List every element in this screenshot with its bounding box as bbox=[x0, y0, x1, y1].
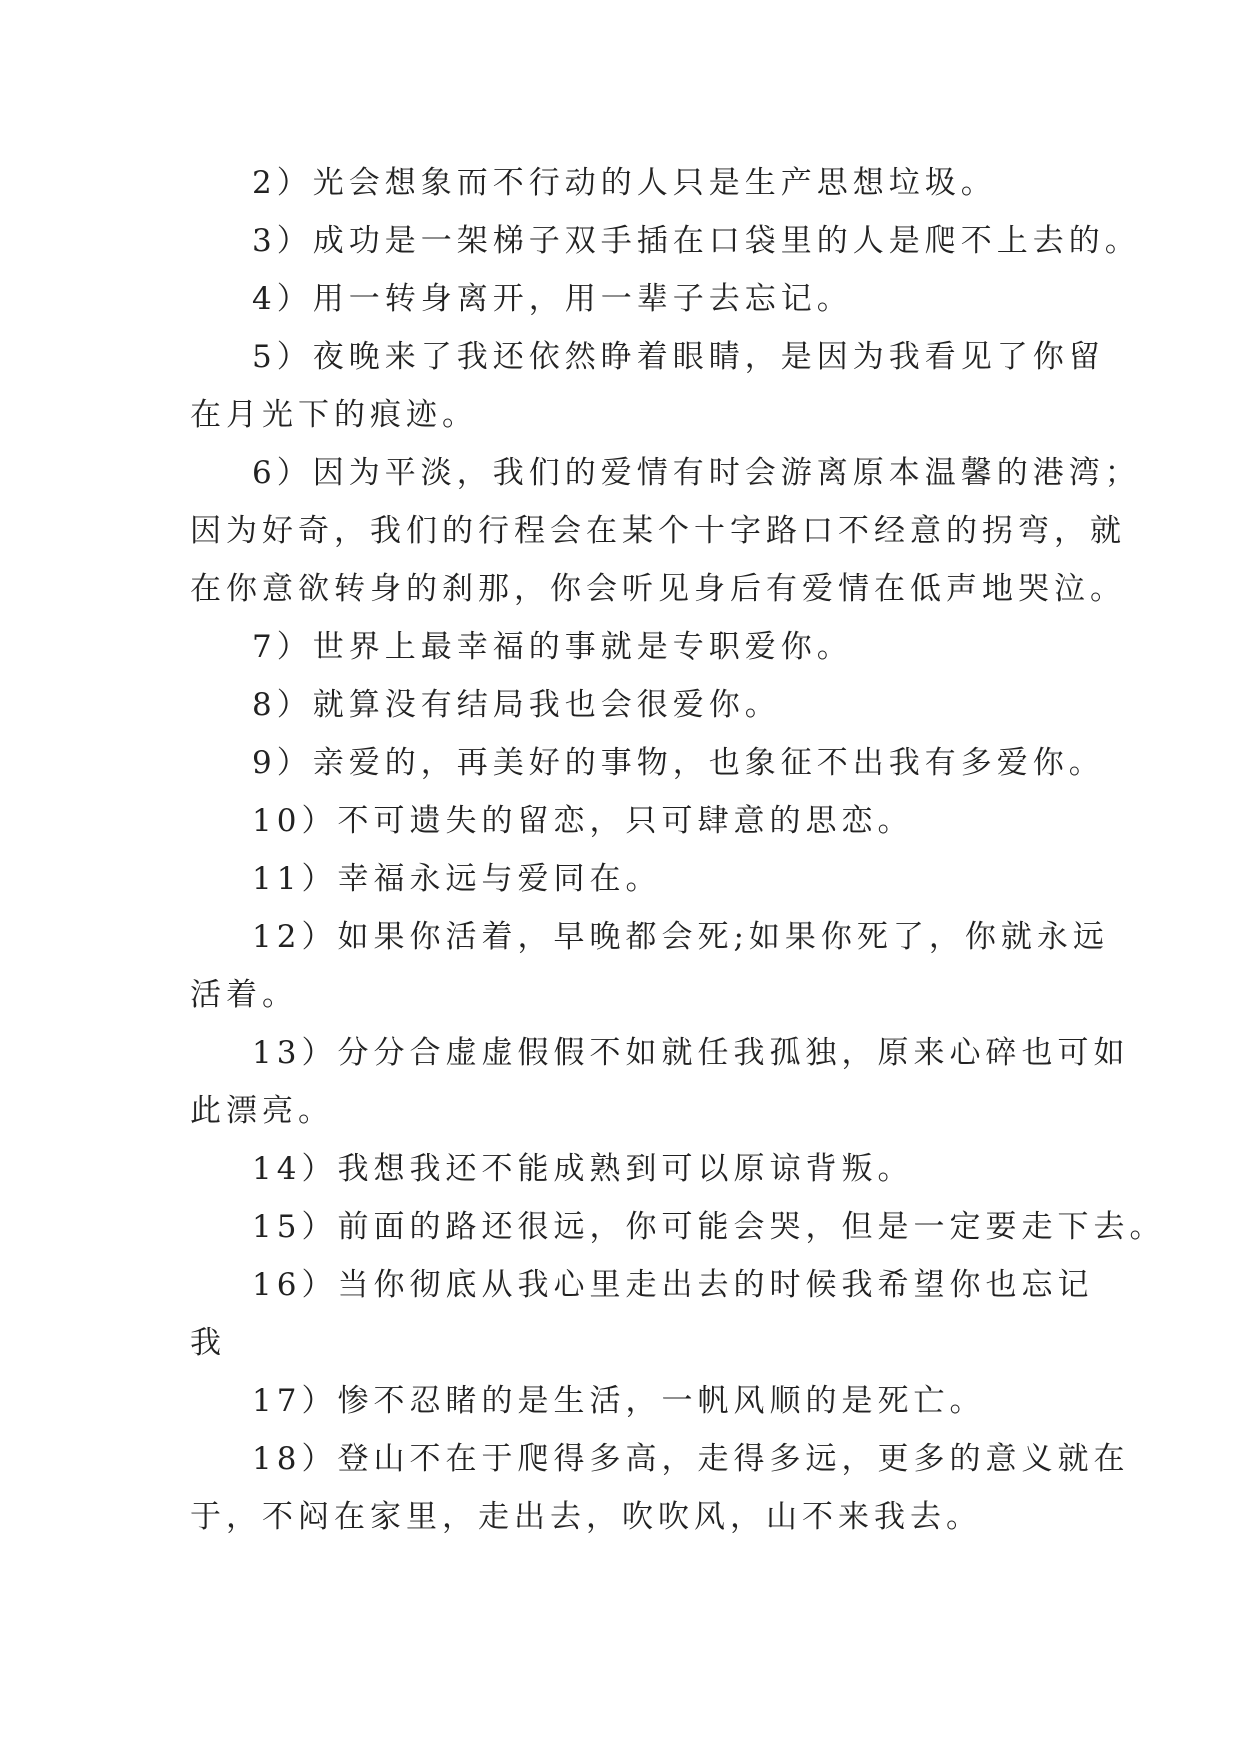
paragraph-line: 17）惨不忍睹的是生活，一帆风顺的是死亡。 bbox=[252, 1383, 986, 1419]
paragraph-line: 7）世界上最幸福的事就是专职爱你。 bbox=[252, 629, 853, 665]
paragraph-line: 14）我想我还不能成熟到可以原谅背叛。 bbox=[252, 1151, 914, 1187]
paragraph-7 bbox=[190, 618, 1062, 676]
paragraph-line: 2）光会想象而不行动的人只是生产思想垃圾。 bbox=[252, 165, 997, 201]
paragraph-line: 我 bbox=[190, 1325, 226, 1361]
paragraph-18 bbox=[190, 1430, 1130, 1546]
paragraph-17 bbox=[190, 1372, 1062, 1430]
paragraph-line: 10）不可遗失的留恋，只可肆意的思恋。 bbox=[252, 803, 914, 839]
paragraph-5 bbox=[190, 328, 1105, 444]
paragraph-line: 13）分分合虚虚假假不如就任我孤独，原来心碎也可如 bbox=[252, 1035, 1130, 1071]
paragraph-line: 12）如果你活着，早晚都会死;如果你死了，你就永远 bbox=[252, 919, 1109, 955]
document-body bbox=[190, 154, 1166, 1546]
paragraph-line: 在月光下的痕迹。 bbox=[190, 397, 478, 433]
paragraph-line: 16）当你彻底从我心里走出去的时候我希望你也忘记 bbox=[252, 1267, 1094, 1303]
paragraph-line: 4）用一转身离开，用一辈子去忘记。 bbox=[252, 281, 853, 317]
paragraph-line: 5）夜晚来了我还依然睁着眼睛，是因为我看见了你留 bbox=[252, 339, 1105, 375]
paragraph-15 bbox=[190, 1198, 1166, 1256]
paragraph-16 bbox=[190, 1256, 1094, 1372]
paragraph-9 bbox=[190, 734, 1105, 792]
paragraph-line: 此漂亮。 bbox=[190, 1093, 334, 1129]
paragraph-4 bbox=[190, 270, 1062, 328]
paragraph-14 bbox=[190, 1140, 1062, 1198]
paragraph-6 bbox=[190, 444, 1141, 618]
paragraph-line: 11）幸福永远与爱同在。 bbox=[252, 861, 662, 897]
paragraph-line: 18）登山不在于爬得多高，走得多远，更多的意义就在 bbox=[252, 1441, 1130, 1477]
paragraph-line: 因为好奇，我们的行程会在某个十字路口不经意的拐弯，就 bbox=[190, 513, 1126, 549]
paragraph-2 bbox=[190, 154, 1062, 212]
paragraph-13 bbox=[190, 1024, 1130, 1140]
paragraph-3 bbox=[190, 212, 1141, 270]
paragraph-12 bbox=[190, 908, 1109, 1024]
paragraph-11 bbox=[190, 850, 1062, 908]
paragraph-line: 于，不闷在家里，走出去，吹吹风，山不来我去。 bbox=[190, 1499, 982, 1535]
paragraph-line: 9）亲爱的，再美好的事物，也象征不出我有多爱你。 bbox=[252, 745, 1105, 781]
paragraph-8 bbox=[190, 676, 1062, 734]
paragraph-10 bbox=[190, 792, 1062, 850]
paragraph-line: 在你意欲转身的刹那，你会听见身后有爱情在低声地哭泣。 bbox=[190, 571, 1126, 607]
paragraph-line: 6）因为平淡，我们的爱情有时会游离原本温馨的港湾； bbox=[252, 455, 1141, 491]
paragraph-line: 活着。 bbox=[190, 977, 298, 1013]
paragraph-line: 15）前面的路还很远，你可能会哭，但是一定要走下去。 bbox=[252, 1209, 1166, 1245]
paragraph-line: 3）成功是一架梯子双手插在口袋里的人是爬不上去的。 bbox=[252, 223, 1141, 259]
paragraph-line: 8）就算没有结局我也会很爱你。 bbox=[252, 687, 781, 723]
